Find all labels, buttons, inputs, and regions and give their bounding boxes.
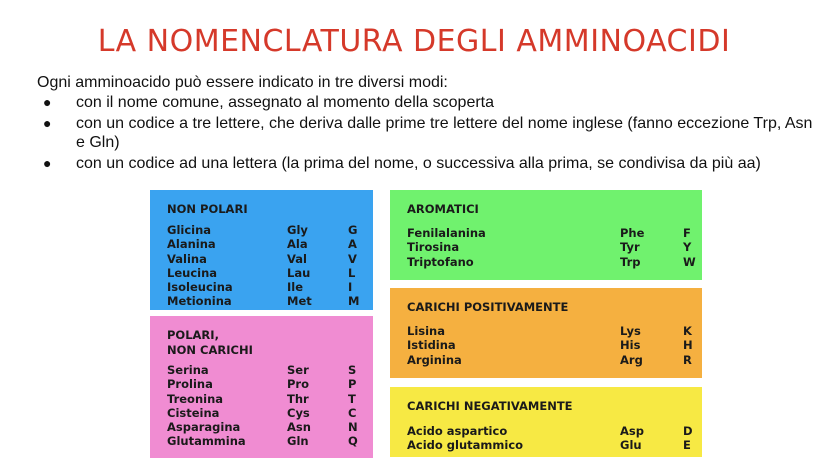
table-row: Tirosina Tyr Y [407, 240, 692, 255]
bullet-dot-icon: ● [43, 115, 52, 131]
bullet-item: ● con il nome comune, assegnato al momento della scoperta [43, 94, 495, 111]
bullet-item: ● con un codice a tre lettere, che deriva dalle prime tre lettere del nome inglese (fanno eccezione Trp, Asn e Gln) [43, 115, 813, 151]
bullet-dot-icon: ● [43, 94, 52, 110]
table-row: Glicina Gly G [167, 223, 358, 237]
table-row: Valina Val V [167, 251, 357, 266]
table-row: Serina Ser S [167, 363, 357, 377]
table-row: Glutammina Gln Q [167, 434, 358, 449]
group-rows [407, 424, 702, 453]
table-row: Arginina Arg R [407, 352, 692, 367]
group-polari-non-carichi [150, 316, 373, 458]
table-row: Leucina Lau L [167, 265, 356, 280]
table-row: Isoleucina Ile I [167, 280, 353, 295]
table-row: Treonina Thr T [167, 391, 356, 406]
group-rows [407, 324, 702, 367]
group-heading: CARICHI POSITIVAMENTE [407, 300, 569, 314]
bullet-dot-icon: ● [43, 155, 52, 171]
table-row: Alanina Ala A [167, 237, 357, 252]
table-row: Lisina Lys K [407, 324, 692, 338]
group-non-polari [150, 190, 373, 310]
group-rows [167, 363, 373, 449]
table-row: Acido glutammico Glu E [407, 438, 691, 453]
group-rows [407, 226, 702, 269]
table-row: Prolina Pro P [167, 377, 357, 392]
table-row: Fenilalanina Phe F [407, 226, 691, 240]
page-title: LA NOMENCLATURA DEGLI AMMINOACIDI [97, 24, 731, 59]
table-row: Acido aspartico Asp D [407, 424, 693, 438]
group-heading: AROMATICI [407, 202, 479, 216]
bullet-item: ● con un codice ad una lettera (la prima del nome, o successiva alla prima, se condivisa da più aa) [43, 155, 761, 172]
group-carichi-negativamente [390, 387, 702, 457]
table-row: Asparagina Asn N [167, 420, 358, 435]
intro-text: Ogni amminoacido può essere indicato in tre diversi modi: [37, 74, 448, 91]
group-heading: CARICHI NEGATIVAMENTE [407, 399, 573, 413]
table-row: Cisteina Cys C [167, 405, 357, 420]
group-carichi-positivamente [390, 288, 702, 378]
table-row: Triptofano Trp W [407, 254, 696, 269]
table-row: Istidina His H [407, 338, 693, 353]
table-row: Metionina Met M [167, 294, 360, 309]
group-rows [167, 223, 373, 309]
group-aromatici [390, 190, 702, 280]
bullet-list [37, 93, 817, 175]
group-heading: POLARI, NON CARICHI [167, 328, 253, 357]
group-heading: NON POLARI [167, 202, 248, 216]
